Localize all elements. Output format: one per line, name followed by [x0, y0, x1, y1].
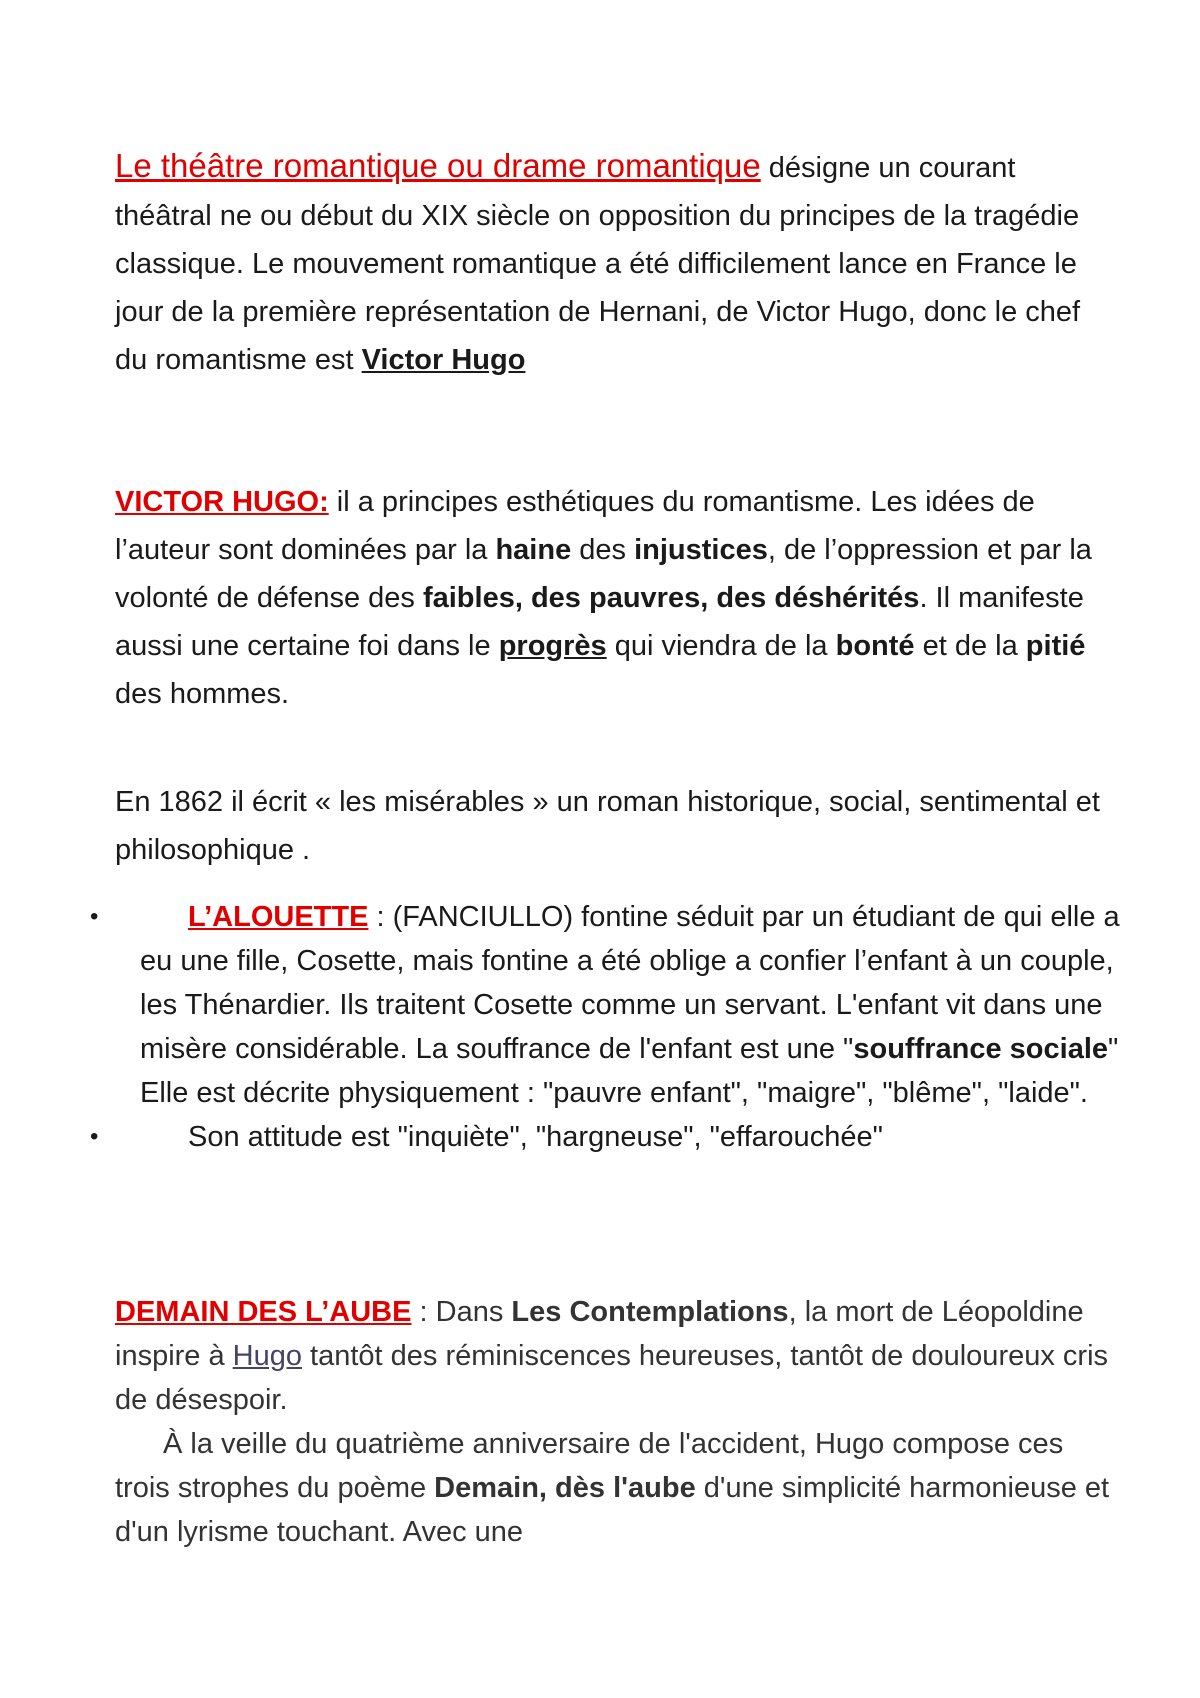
- hugo-bold-pitie: pitié: [1025, 630, 1086, 662]
- hugo-bold-injustices: injustices: [634, 534, 768, 566]
- list-item: [90, 895, 1120, 1115]
- demain-text-1: : Dans: [411, 1296, 512, 1328]
- hugo-bold-faibles: faibles, des pauvres, des déshérités: [422, 582, 920, 614]
- alouette-label: L’ALOUETTE: [188, 901, 369, 933]
- attitude-text: Son attitude est "inquiète", "hargneuse", "effarouchée": [188, 1121, 883, 1153]
- hugo-text-5: qui viendra de la: [606, 630, 836, 662]
- demain-label: DEMAIN DES L’AUBE: [115, 1296, 412, 1328]
- intro-text: désigne un courant théâtral ne ou début du XIX siècle on opposition du principes de la tragédie classique. Le mouvement romantique a été difficilement lance en France le jour de la première représentation de Hernani, de Victor Hugo, donc le chef du romantisme est: [115, 152, 1081, 376]
- hugo-text-2: des: [571, 534, 635, 566]
- bullet-icon: •: [90, 903, 99, 930]
- hugo-bold-progres: progrès: [498, 630, 607, 662]
- intro-heading: Le théâtre romantique ou drame romantique: [115, 147, 761, 184]
- hugo-label: VICTOR HUGO:: [115, 486, 329, 518]
- hugo-text-4: . Il manifeste aussi une certaine foi dans le: [115, 582, 1084, 662]
- demain-text-4: À la veille du quatrième anniversaire de l'accident, Hugo compose ces trois strophes du poème: [115, 1428, 1064, 1504]
- bullet-icon: •: [90, 1123, 99, 1150]
- hugo-text-3: , de l’oppression et par la volonté de défense des: [115, 534, 1092, 614]
- hugo-link[interactable]: Hugo: [232, 1340, 302, 1372]
- bullet-list: [90, 895, 1120, 1159]
- intro-author: Victor Hugo: [361, 344, 526, 376]
- demain-bold-contemplations: Les Contemplations: [511, 1296, 789, 1328]
- hugo-text-7: des hommes.: [115, 678, 290, 710]
- hugo-text-1: il a principes esthétiques du romantisme. Les idées de l’auteur sont dominées par la: [115, 486, 1035, 566]
- demain-text-2: , la mort de Léopoldine inspire à: [115, 1296, 1084, 1372]
- demain-text-3: tantôt des réminiscences heureuses, tantôt de douloureux cris de désespoir.: [115, 1340, 1109, 1416]
- intro-paragraph: [115, 142, 1115, 384]
- alouette-text-1: : (FANCIULLO) fontine séduit par un étudiant de qui elle a eu une fille, Cosette, mais fontine a été oblige a confier l’enfant à un couple, les Thénardier. Ils traitent Cosette comme un servant. L'enfant vit dans une misère considérable. La souffrance de l'enfant est une ": [140, 901, 1120, 1065]
- list-item: [90, 1115, 1120, 1159]
- alouette-text-2: " Elle est décrite physiquement : "pauvre enfant", "maigre", "blême", "laide".: [140, 1033, 1119, 1109]
- alouette-bold: souffrance sociale: [853, 1033, 1109, 1065]
- demain-text-5: d'une simplicité harmonieuse et d'un lyrisme touchant. Avec une: [115, 1472, 1110, 1548]
- demain-bold-poeme: Demain, dès l'aube: [434, 1472, 696, 1504]
- hugo-paragraph: [115, 478, 1115, 718]
- demain-paragraph: [115, 1290, 1115, 1554]
- hugo-text-6: et de la: [914, 630, 1026, 662]
- miserables-paragraph: En 1862 il écrit « les misérables » un roman historique, social, sentimental et philosophique .: [115, 786, 1100, 866]
- hugo-bold-haine: haine: [495, 534, 572, 566]
- hugo-bold-bonte: bonté: [835, 630, 915, 662]
